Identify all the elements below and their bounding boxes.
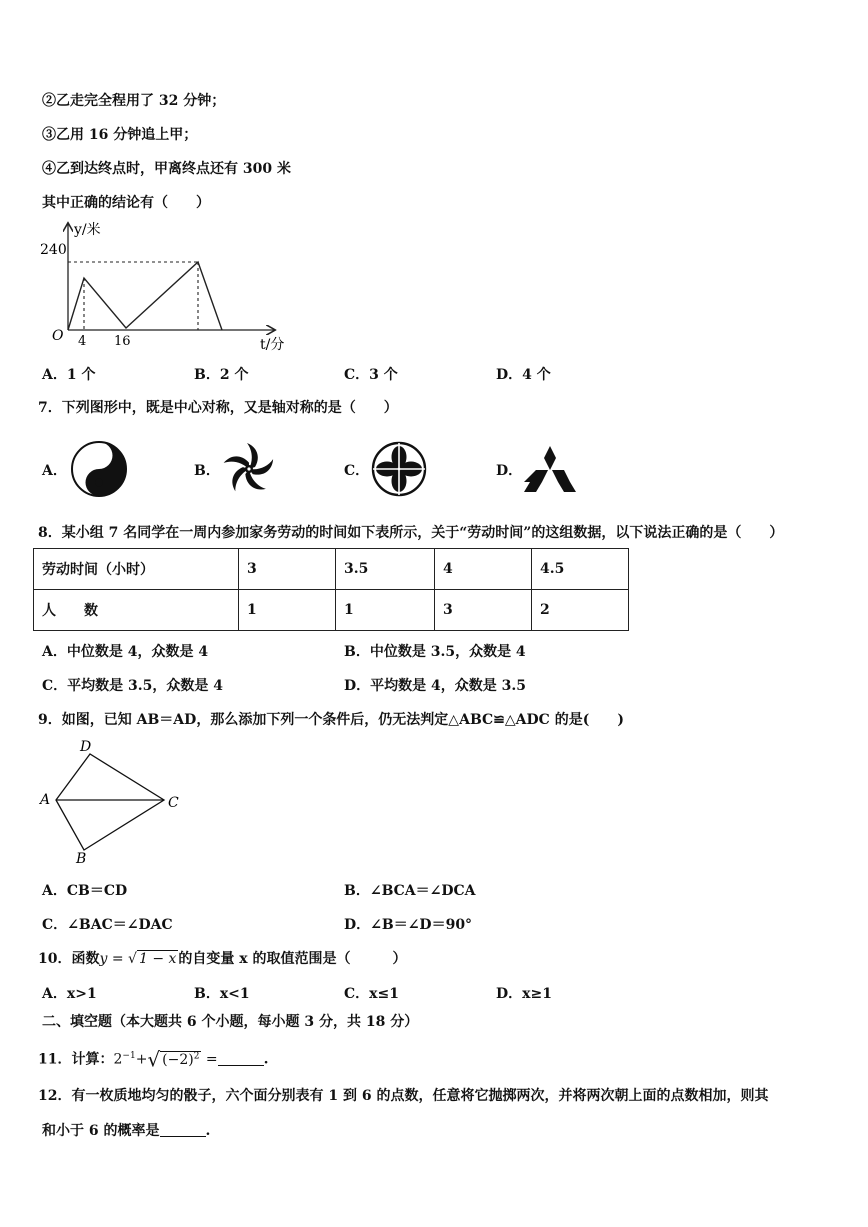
labor-time-table <box>33 548 629 631</box>
q8-stem: 8．某小组 7 名同学在一周内参加家务劳动的时间如下表所示，关于“劳动时间”的这组数据，以下说法正确的是（ ） <box>38 525 784 541</box>
q6-option-c[interactable]: C．3 个 <box>344 367 398 383</box>
q6-x-tick-4: 4 <box>78 334 87 349</box>
table-cell: 人 数 <box>34 590 239 631</box>
q11-end: . <box>263 1051 269 1068</box>
q10-stem-post: 的自变量 x 的取值范围是（ ） <box>178 951 407 967</box>
q9-option-c[interactable]: C．∠BAC＝∠DAC <box>42 917 173 933</box>
table-cell: 3 <box>435 590 532 631</box>
yin-yang-icon[interactable] <box>70 440 128 498</box>
q6-option-a[interactable]: A．1 个 <box>42 367 96 383</box>
q6-x-tick-16: 16 <box>114 334 131 349</box>
q9-option-a[interactable]: A．CB＝CD <box>42 883 128 899</box>
q6-curve <box>68 262 222 330</box>
q11-answer-blank[interactable] <box>218 1051 264 1066</box>
q10-formula-eq: = <box>107 951 129 967</box>
q6-option-d[interactable]: D．4 个 <box>496 367 551 383</box>
q11-pre: 11．计算： <box>38 1051 114 1068</box>
q12-answer-blank[interactable] <box>160 1122 206 1137</box>
q8-option-a[interactable]: A．中位数是 4，众数是 4 <box>42 644 209 660</box>
four-petal-circle-icon[interactable] <box>370 440 428 498</box>
q6-y-tick: 240 <box>40 242 67 258</box>
q10-option-d[interactable]: D．x≥1 <box>496 986 552 1002</box>
three-diamond-icon[interactable] <box>522 444 578 494</box>
q6-y-label: y/米 <box>74 222 101 238</box>
q10-formula-y: y <box>99 951 108 967</box>
q10-option-c[interactable]: C．x≤1 <box>344 986 399 1002</box>
q7-option-a-label[interactable]: A． <box>42 463 67 479</box>
q6-prompt: 其中正确的结论有（ ） <box>42 195 210 211</box>
q11-stem <box>38 1047 269 1072</box>
q12-line-1: 12．有一枚质地均匀的骰子，六个面分别表有 1 到 6 的点数，任意将它抛掷两次，并将两次朝上面的点数相加，则其 <box>38 1088 769 1104</box>
q11-eq: = <box>201 1051 218 1068</box>
q7-option-d-label[interactable]: D． <box>496 463 523 479</box>
q9-option-b[interactable]: B．∠BCA＝∠DCA <box>344 883 476 899</box>
table-row <box>34 549 629 590</box>
q10-radicand: 1 − x <box>138 951 177 967</box>
label-c: C <box>168 795 179 811</box>
label-a: A <box>40 792 51 808</box>
q11-inner: (−2) <box>162 1051 194 1068</box>
q11-radicand <box>160 1051 201 1068</box>
section-2-heading: 二、填空题（本大题共 6 个小题，每小题 3 分，共 18 分） <box>42 1014 419 1030</box>
q11-plus: + <box>135 1051 148 1068</box>
q6-item-3: ③乙用 16 分钟追上甲； <box>42 127 198 143</box>
q10-stem <box>38 950 407 968</box>
q11-sqrt-icon: √ <box>147 1047 161 1072</box>
q9-option-d[interactable]: D．∠B＝∠D＝90° <box>344 917 473 933</box>
q12-line-2-end: . <box>205 1123 211 1139</box>
q7-stem: 7．下列图形中，既是中心对称，又是轴对称的是（ ） <box>38 400 398 416</box>
q6-item-2: ②乙走完全程用了 32 分钟； <box>42 93 226 109</box>
q8-option-c[interactable]: C．平均数是 3.5，众数是 4 <box>42 678 223 694</box>
q10-option-a[interactable]: A．x>1 <box>42 986 97 1002</box>
table-cell: 2 <box>532 590 629 631</box>
table-cell: 4.5 <box>532 549 629 590</box>
q11-inner-exp: 2 <box>193 1051 200 1061</box>
q7-option-b-label[interactable]: B． <box>194 463 220 479</box>
q7-option-c-label[interactable]: C． <box>344 463 370 479</box>
q6-x-label: t/分 <box>260 337 285 353</box>
q6-option-b[interactable]: B．2 个 <box>194 367 249 383</box>
q11-base: 2 <box>113 1051 123 1068</box>
table-cell: 劳动时间（小时） <box>34 549 239 590</box>
q9-quadrilateral-figure <box>36 736 186 866</box>
table-cell: 3.5 <box>336 549 435 590</box>
table-cell: 1 <box>239 590 336 631</box>
pinwheel-icon[interactable] <box>220 440 278 498</box>
q6-item-4: ④乙到达终点时，甲离终点还有 300 米 <box>42 161 291 177</box>
table-cell: 1 <box>336 590 435 631</box>
q6-origin: O <box>52 328 64 344</box>
q10-option-b[interactable]: B．x<1 <box>194 986 250 1002</box>
q12-line-2-pre: 和小于 6 的概率是 <box>42 1123 160 1139</box>
table-cell: 4 <box>435 549 532 590</box>
label-d: D <box>80 739 92 755</box>
q9-stem: 9．如图，已知 AB＝AD，那么添加下列一个条件后，仍无法判定△ABC≌△ADC 的是( ) <box>38 712 624 728</box>
q11-exp: −1 <box>122 1051 136 1061</box>
q6-graph <box>30 218 300 358</box>
q12-line-2 <box>42 1122 210 1140</box>
table-cell: 3 <box>239 549 336 590</box>
q10-stem-pre: 10．函数 <box>38 951 100 967</box>
table-row <box>34 590 629 631</box>
label-b: B <box>76 851 87 867</box>
q8-option-d[interactable]: D．平均数是 4，众数是 3.5 <box>344 678 526 694</box>
q10-sqrt: √ 1 − x <box>128 951 177 967</box>
q8-option-b[interactable]: B．中位数是 3.5，众数是 4 <box>344 644 526 660</box>
